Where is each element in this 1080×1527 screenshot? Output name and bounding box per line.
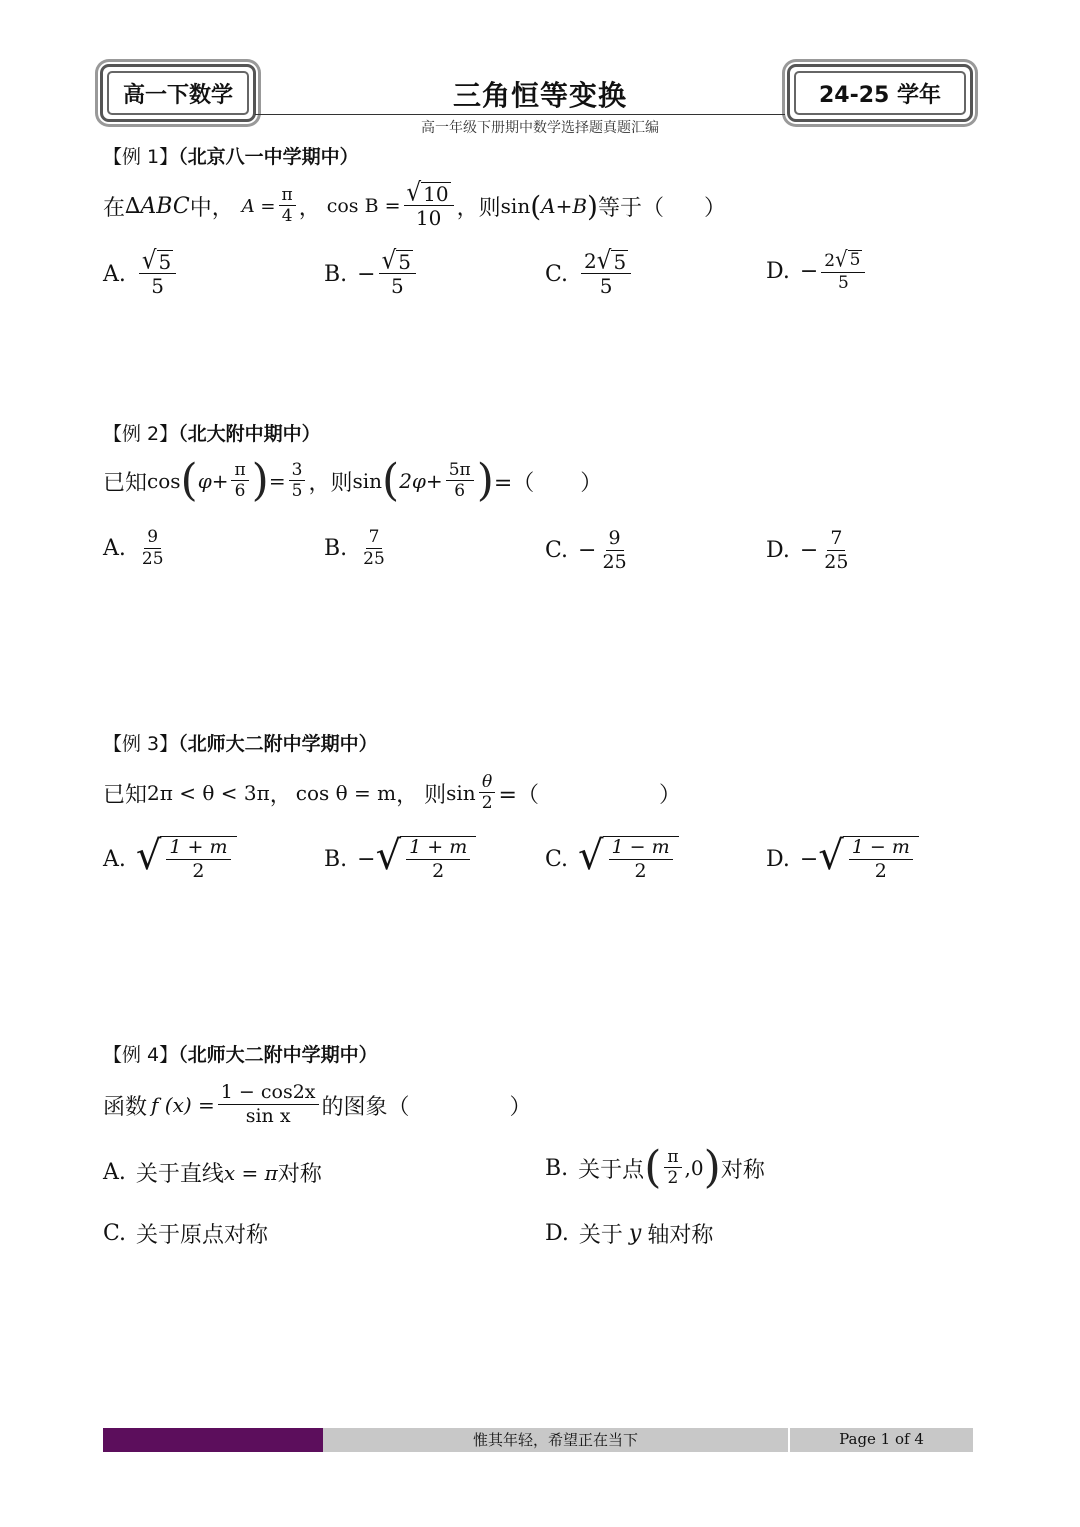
question-3-label: 【例 3】 (103, 733, 179, 755)
q1-comma1: ， (298, 195, 321, 221)
question-3-heading (103, 729, 378, 756)
question-3-option-a[interactable]: A. √ $\frac{1 + m}{2}$ (103, 836, 237, 883)
option-label: A. (103, 261, 126, 287)
footer-bar (103, 1428, 973, 1452)
q1-pi: π (279, 186, 296, 207)
question-3-option-d[interactable]: D. − √ $\frac{1 - m}{2}$ (766, 836, 919, 883)
q1-abc: ABC (140, 193, 190, 219)
option-text-post: 对称 (720, 1157, 765, 1183)
option-numerator: 1 − m (849, 837, 913, 860)
option-label: D. (766, 538, 790, 564)
q3-pre: 已知 (103, 782, 148, 808)
q1-text-mid: 中， (189, 195, 234, 221)
option-radicand: 5 (849, 250, 861, 270)
question-3-option-b[interactable]: B. − √ $\frac{1 + m}{2}$ (324, 836, 476, 883)
title-rule (255, 114, 785, 115)
question-2-option-a[interactable] (103, 528, 170, 569)
question-1-option-c[interactable]: C. 2 √ 5 5 (545, 250, 634, 298)
q3-cos: cos θ = m (295, 781, 397, 805)
option-label: B. (324, 261, 348, 287)
question-4-option-d[interactable] (545, 1218, 713, 1249)
q1-close-paren: ） (704, 195, 727, 221)
option-text: 关于点 (578, 1157, 645, 1183)
option-radicand: 5 (398, 250, 411, 274)
q2-six: 6 (234, 481, 246, 502)
question-1-option-b[interactable]: B. − √ 5 5 (324, 250, 419, 298)
option-sign: − (799, 846, 819, 872)
option-text: 关于原点对称 (136, 1223, 269, 1248)
question-4-option-a[interactable] (103, 1157, 322, 1188)
triangle-symbol: ∆ (125, 193, 141, 219)
question-1-source: （北京八一中学期中） (178, 146, 359, 168)
q2-pre: 已知 (103, 470, 148, 496)
question-2-option-b[interactable] (324, 528, 391, 569)
q2-pi: π (231, 461, 248, 482)
course-box (100, 64, 256, 122)
q1-sin: sin (500, 194, 531, 218)
question-3-stem (103, 765, 681, 821)
option-sign: − (799, 258, 819, 284)
option-denominator: 2 (192, 859, 205, 882)
question-2-option-c[interactable] (545, 528, 633, 574)
option-label: A. (103, 846, 126, 872)
q1-comma2: ， (456, 195, 479, 221)
q2-tail: =（ (493, 470, 535, 496)
q3-comma2: ， (396, 782, 419, 808)
q1-a-eq-text: A = (241, 195, 276, 217)
option-denominator: 25 (824, 550, 849, 573)
option-denominator: 5 (151, 274, 164, 298)
option-numerator: 1 + m (406, 837, 470, 860)
q2-plus: + (211, 469, 229, 493)
q2-comma: ， (308, 470, 331, 496)
q2-cos: cos (147, 469, 181, 493)
question-1-label: 【例 1】 (103, 146, 179, 168)
option-numerator: 1 − m (609, 837, 673, 860)
q2-three: 3 (289, 461, 306, 482)
option-numerator: 7 (366, 528, 383, 549)
question-4-heading (103, 1040, 378, 1067)
question-2-source: （北大附中期中） (178, 423, 321, 445)
q1-sqrt10-over-10: √ 10 10 (404, 182, 454, 230)
q3-range: 2π < θ < 3π (147, 781, 270, 805)
q3-tail: =（ (498, 782, 539, 808)
option-label: D. (545, 1221, 569, 1246)
option-math: y (628, 1221, 642, 1246)
q2-fivepi: 5π (446, 461, 474, 482)
question-3-option-c[interactable]: C. √ $\frac{1 - m}{2}$ (545, 836, 679, 883)
q4-fx: f (x) = (151, 1093, 215, 1117)
option-zero: ,0 (684, 1156, 704, 1180)
option-text: 关于直线 (135, 1162, 224, 1187)
q4-numerator: 1 − cos2x (218, 1082, 319, 1105)
q1-ten: 10 (415, 206, 442, 230)
question-1-heading (103, 142, 359, 169)
option-numerator: 9 (144, 528, 161, 549)
q1-a-plus-b: A+B (541, 194, 588, 218)
option-math: x = π (223, 1160, 278, 1185)
option-label: B. (324, 846, 348, 872)
q2-eq: = (268, 469, 286, 493)
option-sign: − (357, 846, 376, 872)
q2-five: 5 (291, 481, 303, 502)
option-label: C. (545, 538, 569, 564)
option-numerator: π (664, 1148, 681, 1169)
year-label: 24-25 学年 (794, 71, 966, 115)
question-1-option-a[interactable]: A. √ 5 5 (103, 250, 179, 298)
question-2-option-d[interactable] (766, 528, 854, 574)
q1-equals: 等于（ (597, 195, 664, 221)
q4-close-paren: ） (509, 1094, 532, 1120)
q1-pi-over-4 (279, 186, 296, 227)
option-denominator: 25 (363, 548, 385, 569)
option-sign: − (578, 538, 597, 564)
option-numerator: 9 (606, 528, 624, 551)
q1-then: 则 (478, 195, 501, 221)
option-label: A. (103, 1160, 126, 1185)
q1-text-pre: 在 (103, 195, 126, 221)
question-2-heading (103, 419, 321, 446)
question-4-option-c[interactable] (103, 1218, 268, 1249)
q2-sin: sin (352, 469, 383, 493)
option-label: C. (545, 261, 569, 287)
option-text-post: 轴对称 (647, 1223, 714, 1248)
option-denominator: 5 (837, 272, 849, 293)
q1-sqrt10: 10 (423, 182, 449, 206)
question-1-option-d[interactable]: D. − 2 √ 5 5 (766, 250, 868, 293)
q2-close-paren: ） (580, 470, 603, 496)
option-denominator: 2 (667, 1168, 679, 1189)
option-radicand: 5 (158, 250, 172, 274)
q1-cosb: cos B = (326, 195, 401, 217)
option-text: 关于 (578, 1223, 623, 1248)
option-denominator: 5 (390, 274, 404, 298)
option-coefficient: 2 (584, 249, 597, 273)
option-sign: − (799, 538, 819, 564)
page-number: Page 1 of 4 (839, 1430, 924, 1448)
option-label: B. (545, 1155, 569, 1181)
option-denominator: 2 (874, 859, 887, 882)
option-label: C. (545, 846, 569, 872)
option-coefficient: 2 (824, 251, 836, 271)
q4-pre: 函数 (103, 1094, 148, 1120)
question-4-option-b[interactable]: B. 关于点 ( $\frac{\pi}{2}$ ,0 ) 对称 (545, 1142, 765, 1193)
q3-theta: θ (479, 773, 495, 794)
question-2-stem: 已知 cos ( φ + $\frac{\pi}{6}$ ) = $\frac{3}{5}$ ， 则 sin ( 2φ + $\frac{5\pi}{6}$ ) =（ ） (103, 455, 603, 506)
option-denominator: 25 (602, 550, 627, 573)
option-text-post: 对称 (277, 1162, 322, 1187)
page-title: 三角恒等变换 (452, 79, 627, 112)
option-label: A. (103, 535, 126, 561)
q4-denominator: sin x (245, 1105, 291, 1128)
q3-sin: sin (446, 781, 476, 805)
q3-comma1: ， (269, 782, 292, 808)
footer-accent (103, 1428, 323, 1452)
q3-close-paren: ） (658, 782, 681, 808)
question-2-label: 【例 2】 (103, 423, 179, 445)
question-4-stem (103, 1076, 532, 1134)
option-label: C. (103, 1221, 127, 1246)
q2-twophi: 2φ (399, 469, 426, 493)
question-4-label: 【例 4】 (103, 1044, 179, 1066)
q2-plus2: + (425, 469, 443, 493)
option-label: D. (766, 258, 790, 284)
year-box (787, 64, 973, 122)
q2-phi: φ (197, 469, 212, 493)
q2-then: 则 (330, 470, 353, 496)
q3-then: 则 (424, 782, 447, 808)
option-radicand: 5 (613, 250, 627, 274)
q1-a-eq (242, 196, 276, 217)
option-label: D. (766, 846, 790, 872)
option-sign: − (357, 261, 376, 287)
option-label: B. (324, 535, 348, 561)
option-numerator: 7 (827, 528, 845, 551)
question-3-source: （北师大二附中学期中） (178, 733, 378, 755)
course-label: 高一下数学 (107, 71, 249, 115)
question-1-stem: 在 ∆ ABC 中， A = $\frac{\pi}{4}$ ， cos B = √ 10 10 ， 则 sin ( A+B ) 等于（ ） (103, 178, 727, 230)
q1-four: 4 (281, 206, 293, 227)
option-denominator: 2 (432, 859, 445, 882)
footer-motto: 惟其年轻，希望正在当下 (472, 1431, 638, 1449)
q2-six2: 6 (454, 481, 466, 502)
option-denominator: 2 (634, 859, 647, 882)
subtitle: 高一年级下册期中数学选择题真题汇编 (421, 120, 659, 136)
q3-two: 2 (481, 793, 493, 814)
option-denominator: 5 (599, 274, 613, 298)
option-denominator: 25 (141, 548, 164, 569)
question-4-source: （北师大二附中学期中） (178, 1044, 378, 1066)
option-numerator: 1 + m (166, 837, 230, 860)
q4-tail: 的图象（ (321, 1094, 410, 1120)
